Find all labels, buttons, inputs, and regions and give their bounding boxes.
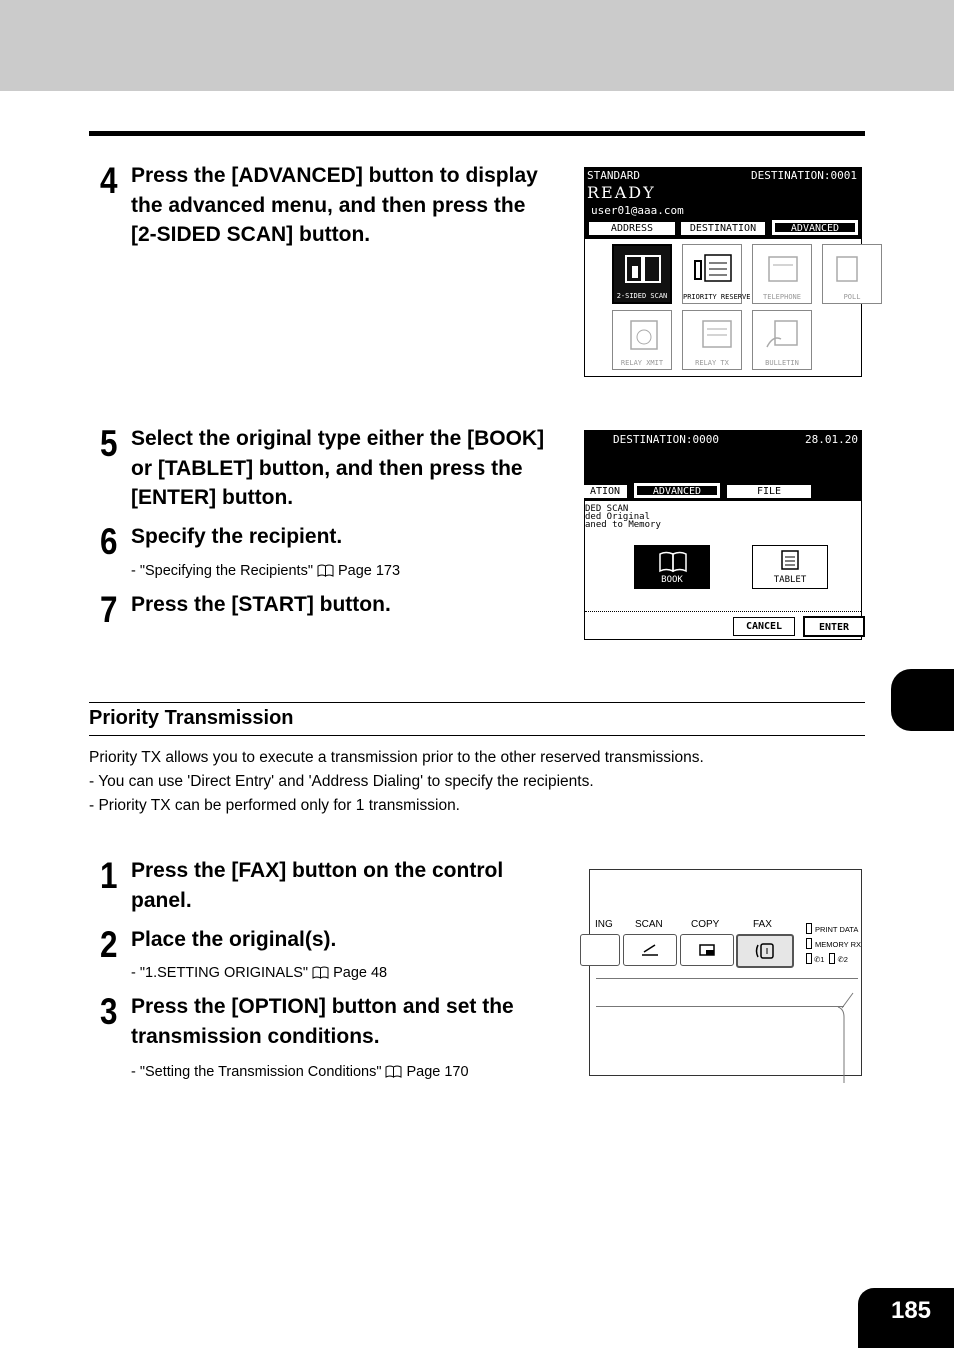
step-number: 3 xyxy=(100,991,118,1032)
tab-file[interactable]: FILE xyxy=(727,485,811,498)
fax-icon xyxy=(754,942,776,960)
book-icon xyxy=(658,551,688,573)
telephone-icon xyxy=(761,251,805,287)
step-line: or [TABLET] button, and then press the xyxy=(131,456,523,480)
tile-label: RELAY XMIT xyxy=(620,359,664,367)
tab-advanced[interactable]: ADVANCED xyxy=(773,221,857,234)
tile-priority-reserve[interactable] xyxy=(682,244,751,304)
bulletin-icon xyxy=(761,317,805,353)
reference-page: Page 170 xyxy=(406,1064,469,1080)
panel-label-fax: FAX xyxy=(753,919,772,930)
indicator-label: MEMORY RX xyxy=(815,940,861,949)
step-line: Press the [ADVANCED] button to display xyxy=(131,164,538,187)
copy-button[interactable] xyxy=(680,934,734,966)
book-button[interactable] xyxy=(634,545,710,589)
scan-icon xyxy=(640,942,660,958)
enter-button[interactable]: ENTER xyxy=(803,616,865,637)
panel-label-copy: COPY xyxy=(691,919,720,930)
reference-text: - "Setting the Transmission Conditions" xyxy=(131,1064,382,1080)
relay-tx-icon xyxy=(691,317,735,353)
scan-button[interactable] xyxy=(623,934,677,966)
step-line: Specify the recipient. xyxy=(131,525,343,548)
tile-bulletin[interactable] xyxy=(752,310,812,370)
panel-label: ING xyxy=(595,919,613,930)
step-text xyxy=(131,590,571,620)
reference-setting-originals[interactable] xyxy=(131,964,387,984)
section-intro: Priority TX allows you to execute a transmission prior to the other reserved transmissions. xyxy=(89,749,704,766)
tile-telephone[interactable] xyxy=(752,244,812,304)
destination-label: DESTINATION:0001 xyxy=(751,169,857,182)
cancel-button[interactable]: CANCEL xyxy=(733,617,795,636)
book-icon xyxy=(312,966,329,984)
fax-button[interactable] xyxy=(736,934,794,968)
reference-text: - "1.SETTING ORIGINALS" xyxy=(131,965,309,981)
option-description xyxy=(585,505,661,529)
step-number: 5 xyxy=(100,423,118,464)
panel-label-scan: SCAN xyxy=(635,919,663,930)
tab-destination[interactable]: ATION xyxy=(583,485,627,498)
step-text xyxy=(131,992,571,1051)
screen-advanced-menu xyxy=(584,167,862,377)
two-sided-scan-icon xyxy=(622,252,666,288)
reference-recipients[interactable] xyxy=(131,562,400,582)
book-icon xyxy=(385,1065,402,1083)
indicator-lamp xyxy=(806,923,812,934)
indicator-print-data xyxy=(806,923,858,934)
tile-label: PRIORITY RESERVE xyxy=(683,293,751,301)
indicator-memory-rx xyxy=(806,938,861,949)
status-label: READY xyxy=(587,183,656,202)
reference-page: Page 48 xyxy=(333,965,388,981)
tile-label: TELEPHONE xyxy=(763,293,801,301)
step-number: 4 xyxy=(100,160,118,201)
page-number-box xyxy=(858,1288,954,1348)
divider xyxy=(585,611,861,612)
top-rule xyxy=(89,131,865,136)
page-number: 185 xyxy=(890,1297,932,1324)
header-band xyxy=(0,0,954,91)
tab-address[interactable]: ADDRESS xyxy=(589,222,675,235)
step-line: Place the original(s). xyxy=(131,928,337,951)
section-bullet: - Priority TX can be performed only for 1 transmission. xyxy=(89,797,460,814)
tablet-label: TABLET xyxy=(773,575,807,585)
reference-page: Page 173 xyxy=(337,563,401,579)
step-line: panel. xyxy=(131,888,192,912)
step-line: Press the [OPTION] button and set the xyxy=(131,995,514,1018)
printing-button[interactable] xyxy=(580,934,620,966)
description-line: DED SCAN xyxy=(585,504,629,514)
panel-edge xyxy=(596,978,858,979)
phone-icon: ✆ xyxy=(837,955,844,964)
indicator-label: 2 xyxy=(843,955,848,964)
step-number: 6 xyxy=(100,521,118,562)
tablet-icon xyxy=(780,549,802,573)
step-line: transmission conditions. xyxy=(131,1024,380,1048)
indicator-label: PRINT DATA xyxy=(815,925,859,934)
step-number: 7 xyxy=(100,589,118,630)
step-text xyxy=(131,161,571,250)
chapter-tab xyxy=(891,669,954,731)
description-line: ded Original xyxy=(585,512,651,522)
tab-destination[interactable]: DESTINATION xyxy=(681,222,765,235)
step-line: the advanced menu, and then press the xyxy=(131,193,526,217)
step-line: Press the [FAX] button on the control xyxy=(131,859,504,882)
user-label: user01@aaa.com xyxy=(591,204,684,217)
indicator-lamp xyxy=(829,953,835,964)
phone-icon: ✆ xyxy=(814,955,821,964)
tab-advanced[interactable]: ADVANCED xyxy=(635,484,719,497)
tile-2-sided-scan[interactable] xyxy=(612,244,672,304)
indicator-label: 1 xyxy=(820,955,825,964)
tablet-button[interactable] xyxy=(752,545,828,589)
reference-transmission-conditions[interactable] xyxy=(131,1063,469,1083)
step-number: 2 xyxy=(100,924,118,965)
poll-icon xyxy=(831,251,875,287)
tile-label: RELAY TX xyxy=(695,359,729,367)
step-number: 1 xyxy=(100,855,118,896)
copy-icon xyxy=(697,942,717,958)
panel-corner xyxy=(838,993,858,1083)
date-label: 28.01.20 xyxy=(805,433,858,446)
destination-label: DESTINATION:0000 xyxy=(613,433,719,446)
step-line: Select the original type either the [BOOK] xyxy=(131,427,545,450)
step-text xyxy=(131,424,576,513)
step-text xyxy=(131,925,571,955)
screen-original-type xyxy=(584,430,862,640)
tile-relay-xmit[interactable] xyxy=(612,310,672,370)
tile-label: 2-SIDED SCAN xyxy=(616,292,668,300)
indicator-lamp xyxy=(806,938,812,949)
step-line: Press the [START] button. xyxy=(131,593,391,616)
book-label: BOOK xyxy=(661,575,683,585)
priority-reserve-icon xyxy=(691,251,735,287)
section-title: Priority Transmission xyxy=(89,707,294,729)
screen-header xyxy=(585,431,861,501)
indicator-lines xyxy=(806,953,848,964)
screen-header xyxy=(585,168,861,239)
control-panel-illustration xyxy=(589,869,862,1076)
book-icon xyxy=(317,564,334,582)
tile-relay-tx[interactable] xyxy=(682,310,742,370)
step-text xyxy=(131,856,571,915)
indicator-lamp xyxy=(806,953,812,964)
section-heading xyxy=(89,702,865,736)
description-line: aned to Memory xyxy=(585,520,661,530)
tile-poll[interactable] xyxy=(822,244,882,304)
reference-text: - "Specifying the Recipients" xyxy=(131,563,313,579)
step-line: [ENTER] button. xyxy=(131,486,294,509)
relay-xmit-icon xyxy=(621,317,665,353)
panel-edge xyxy=(596,1006,844,1007)
tile-label: BULLETIN xyxy=(765,359,799,367)
section-bullet: - You can use 'Direct Entry' and 'Address Dialing' to specify the recipients. xyxy=(89,773,594,790)
tile-label: POLL xyxy=(843,293,861,301)
step-line: [2-SIDED SCAN] button. xyxy=(131,223,371,246)
mode-label: STANDARD xyxy=(587,169,640,182)
step-text xyxy=(131,522,571,552)
